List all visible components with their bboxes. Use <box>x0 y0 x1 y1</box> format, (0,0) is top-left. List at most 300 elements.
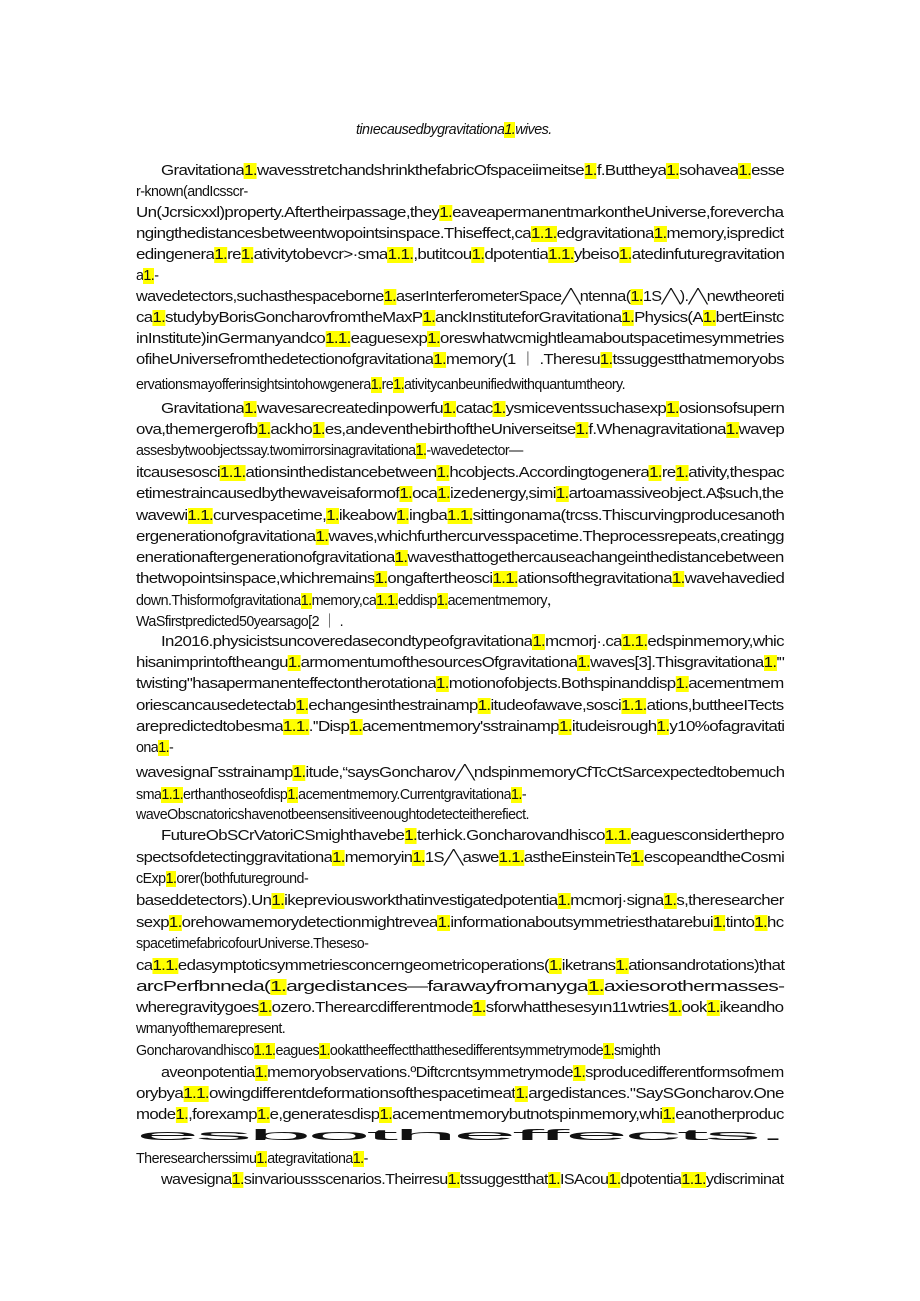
highlighted-text: 1. <box>396 508 410 524</box>
highlighted-text: 1. <box>393 377 405 393</box>
text-run: orybya <box>136 1086 184 1102</box>
highlighted-text: 1. <box>662 1107 676 1123</box>
highlighted-text: 1.1. <box>187 508 213 524</box>
text-run: ybeiso <box>573 247 619 263</box>
text-line <box>136 182 248 203</box>
text-run: escopeandtheCosmi <box>643 850 785 866</box>
text-run: ongaftertheosci <box>387 571 493 587</box>
highlighted-text: 1. <box>436 593 448 609</box>
highlighted-text: 1. <box>379 1107 393 1123</box>
text-run: - <box>154 268 159 284</box>
highlighted-text: 1. <box>587 979 604 995</box>
text-run: ikeabow <box>338 508 397 524</box>
highlighted-text: 1.1. <box>548 247 574 263</box>
highlighted-text: 1. <box>631 850 644 866</box>
highlighted-text: 1. <box>326 508 339 524</box>
highlighted-text: 1.1. <box>531 226 557 242</box>
text-run: aveonpotentia <box>161 1065 255 1081</box>
highlighted-text: 1. <box>312 422 325 438</box>
text-line <box>136 1019 285 1040</box>
text-run: ookattheeffectthatthesedifferentsymmetrymode <box>329 1043 604 1059</box>
highlighted-text: 1. <box>422 310 436 326</box>
text-run: ationsofthegravitationa <box>517 571 672 587</box>
text-run: y10%ofagravitati <box>669 719 785 735</box>
text-run: mcmorj·signa <box>570 893 664 909</box>
text-run: - <box>521 787 527 803</box>
text-run: oreswhatwcmightleamaboutspacetimesymmetries <box>440 331 784 347</box>
text-run: ova,themergerofb <box>136 422 258 438</box>
text-run: wavesstretchandshrinkthefabricOfspaceiimeitse <box>256 163 585 179</box>
text-run: - <box>169 740 174 756</box>
highlighted-text: 1.1. <box>621 634 648 650</box>
text-run: bertEinstc <box>715 310 784 326</box>
highlighted-text: 1. <box>584 163 597 179</box>
text-line <box>136 569 784 590</box>
highlighted-text: 1. <box>168 915 182 931</box>
highlighted-text: 1. <box>608 1172 621 1188</box>
highlighted-text: 1. <box>555 486 569 502</box>
text-run: itcausesosci <box>136 465 220 481</box>
text-run: argedistances—farawayfromanyga <box>286 979 588 995</box>
highlighted-text: 1. <box>427 331 441 347</box>
highlighted-text: 1. <box>557 893 571 909</box>
highlighted-text: 1. <box>143 268 155 284</box>
text-run: ysmiceventssuchasexp <box>505 401 667 417</box>
text-run: WaSfirstpredicted50yearsago[2 ｜ . <box>136 614 343 630</box>
text-run: wavep <box>738 422 785 438</box>
text-run: down.Thisformofgravitationa <box>136 593 301 609</box>
highlighted-text: 1. <box>257 422 271 438</box>
text-run: waves,whichfurthercurvesspacetime.Theprocessrepeats,creatingg <box>328 529 784 545</box>
text-run: FutureObSCrVatoriCSmighthavebe <box>161 828 405 844</box>
text-run: wavesignaΓsstrainamp <box>136 765 293 781</box>
text-line <box>136 1149 368 1170</box>
text-line <box>161 826 784 847</box>
text-run: re <box>381 377 394 393</box>
text-run: artoamassiveobject.A$such,the <box>568 486 784 502</box>
text-run: eddisp <box>397 593 437 609</box>
text-run: acementmemory'sstrainamp <box>362 719 560 735</box>
text-run: ativitycanbeunifiedwithquantumtheory. <box>404 377 626 393</box>
highlighted-text: 1. <box>649 465 662 481</box>
highlighted-text: 1. <box>666 163 680 179</box>
text-run: ationsandrotations)that <box>628 958 785 974</box>
text-run: mcmorj·.ca <box>545 634 622 650</box>
text-line <box>136 527 784 548</box>
text-run: dpotentia <box>484 247 549 263</box>
text-line <box>136 913 784 934</box>
highlighted-text: 1. <box>374 571 388 587</box>
highlighted-text: 1.1. <box>447 508 473 524</box>
highlighted-text: 1. <box>515 1086 529 1102</box>
text-line <box>136 484 783 505</box>
text-line <box>161 399 784 420</box>
text-line <box>136 441 523 462</box>
text-run: ngingthedistancesbetweentwopointsinspace.Thiseffect,ca <box>136 226 532 242</box>
text-run: ativity,thespac <box>688 465 785 481</box>
highlighted-text: 1. <box>352 1151 364 1167</box>
text-run: ,butitcou <box>413 247 472 263</box>
text-run: wavehavedied <box>684 571 785 587</box>
highlighted-text: 1. <box>412 850 425 866</box>
text-line <box>136 329 784 350</box>
text-line <box>136 998 783 1019</box>
text-run: ozero.Therearcdifferentmode <box>271 1000 473 1016</box>
highlighted-text: 1. <box>763 655 777 671</box>
text-run: acementmemory， <box>447 593 561 609</box>
text-run: esse <box>751 163 785 179</box>
text-line <box>136 245 784 266</box>
highlighted-text: 1.1. <box>183 1086 209 1102</box>
highlighted-text: 1.1. <box>492 571 518 587</box>
text-run: twisting"hasapermanenteffectontherotationa <box>136 676 437 692</box>
text-run: baseddetectors).Un <box>136 893 272 909</box>
text-run: enerationaftergenerationofgravitationa <box>136 550 395 566</box>
highlighted-text: 1. <box>618 247 632 263</box>
text-run: iketrans <box>561 958 616 974</box>
text-run: ategravitationa <box>267 1151 353 1167</box>
text-run: memory(1 ｜ .Theresu <box>445 352 600 368</box>
text-run: itudeofawave,sosci <box>490 698 622 714</box>
text-run: ca <box>136 958 153 974</box>
text-line <box>136 308 784 329</box>
text-run: acementmemory.Currentgravitationa <box>298 787 511 803</box>
text-run: acementmemorybutnotspinmemory,whi <box>392 1107 663 1123</box>
highlighted-text: 1. <box>383 289 397 305</box>
text-run: ativitytobevcr>·sma <box>253 247 388 263</box>
text-run: Goncharovandhisco <box>136 1043 254 1059</box>
highlighted-text: 1. <box>615 958 629 974</box>
highlighted-text: 1. <box>577 655 591 671</box>
text-line <box>136 375 625 396</box>
highlighted-text: 1. <box>270 979 287 995</box>
highlighted-text: 1. <box>287 787 299 803</box>
highlighted-text: 1. <box>725 422 739 438</box>
text-run: itudeisrough <box>571 719 657 735</box>
highlighted-text: 1. <box>437 486 450 502</box>
highlighted-text: 1. <box>599 352 613 368</box>
text-run: wheregravitygoes <box>136 1000 259 1016</box>
text-run: itude,“saysGoncharov╱╲ndspinmemoryCfTcCtSarcexpectedtobemuch <box>305 765 785 781</box>
text-run: wavesthattogethercauseachangeinthedistancebetween <box>407 550 784 566</box>
text-run: arcPerfbnneda( <box>136 979 271 995</box>
text-run: tssuggestthatmemoryobs <box>612 352 784 368</box>
highlighted-text: 1. <box>532 634 546 650</box>
text-run: es,andeventhebirthoftheUniverseitse <box>324 422 576 438</box>
text-run: sexp <box>136 915 169 931</box>
text-run: ofiheUniversefromthedetectionofgravitationa <box>136 352 434 368</box>
text-line <box>136 1041 660 1062</box>
highlighted-text: 1. <box>319 1043 330 1059</box>
text-run: oriescancausedetectab <box>136 698 296 714</box>
text-run: edingenera <box>136 247 215 263</box>
highlighted-text: 1. <box>547 1172 561 1188</box>
text-run: thetwopointsinspace,whichremains <box>136 571 375 587</box>
text-run: spacetimefabricofourUniverse.Theseso- <box>136 936 369 952</box>
highlighted-text: 1. <box>559 719 572 735</box>
highlighted-text: 1. <box>295 698 309 714</box>
highlighted-text: 1. <box>152 310 166 326</box>
text-line <box>136 738 173 759</box>
highlighted-text: 1. <box>287 655 301 671</box>
highlighted-text: 1. <box>292 765 306 781</box>
text-run: sittingonama(trcss.Thiscurvingproducesanoth <box>472 508 785 524</box>
highlighted-text: 1. <box>471 247 485 263</box>
text-run: Physics(A <box>634 310 703 326</box>
text-line <box>161 1063 784 1084</box>
text-line <box>136 1105 784 1126</box>
text-run: -wavedetector— <box>426 443 523 459</box>
text-run: edgravitationa <box>556 226 654 242</box>
text-run: axiesorothermasses- <box>603 979 785 995</box>
text-run: wavesigna <box>161 1172 232 1188</box>
text-run: oca <box>412 486 438 502</box>
highlighted-text: 1. <box>165 871 177 887</box>
highlighted-text: 1. <box>175 1107 189 1123</box>
text-run: Theresearcherssimu <box>136 1151 257 1167</box>
highlighted-text: 1.1. <box>219 465 246 481</box>
highlighted-text: 1. <box>472 1000 486 1016</box>
text-run: 1S╱╲).╱╲newtheoreti <box>642 289 784 305</box>
text-run: cExp <box>136 871 166 887</box>
highlighted-text: 1.1. <box>161 787 184 803</box>
highlighted-text: 1.1. <box>283 719 309 735</box>
text-run: dpotentia <box>620 1172 682 1188</box>
text-run: ook <box>681 1000 707 1016</box>
highlighted-text: 1. <box>244 163 257 179</box>
text-run: In2016.physicistsuncoveredasecondtypeofgravitationa <box>161 634 533 650</box>
text-run: owingdifferentdeformationsofthespacetimeat <box>208 1086 516 1102</box>
text-run: hisanimprintoftheangu <box>136 655 288 671</box>
text-run: sohavea <box>679 163 739 179</box>
highlighted-text: 1. <box>370 377 382 393</box>
highlighted-text: 1. <box>436 676 449 692</box>
highlighted-text: 1. <box>656 719 670 735</box>
highlighted-text: 1. <box>332 850 345 866</box>
text-run: eanotherproduc <box>675 1107 784 1123</box>
text-run: terhick.Goncharovandhisco <box>416 828 605 844</box>
text-run: wives. <box>515 122 552 138</box>
text-run: spectsofdetectinggravitationa <box>136 850 333 866</box>
text-line <box>136 717 784 738</box>
highlighted-text: 1. <box>394 550 408 566</box>
highlighted-text: 1. <box>621 310 635 326</box>
highlighted-text: 1.1. <box>325 331 351 347</box>
highlighted-text: 1. <box>349 719 363 735</box>
highlighted-text: 1. <box>256 1107 270 1123</box>
text-run: a <box>136 268 144 284</box>
text-run: f.Buttheya <box>596 163 667 179</box>
highlighted-text: 1. <box>575 422 589 438</box>
text-line <box>136 956 784 977</box>
text-run: informationaboutsymmetriesthatarebui <box>450 915 714 931</box>
text-run: f.Whenagravitationa <box>588 422 726 438</box>
text-run: eaveapermanentmarkontheUniverse,forevercha <box>452 205 784 221</box>
highlighted-text: 1. <box>603 1043 615 1059</box>
text-run: memoryin <box>344 850 413 866</box>
text-run: ations,buttheeITects <box>646 698 784 714</box>
text-run: izedenergy,simi <box>449 486 556 502</box>
text-run: anckInstituteforGravitationa <box>435 310 622 326</box>
text-run: memory,ispredict <box>666 226 784 242</box>
highlighted-text: 1. <box>447 1172 460 1188</box>
text-line <box>136 805 529 826</box>
text-run: eagues <box>275 1043 320 1059</box>
text-line <box>136 266 158 287</box>
highlighted-text: 1. <box>668 1000 682 1016</box>
highlighted-text: 1. <box>315 529 329 545</box>
text-run: wmanyofthemarepresent. <box>136 1021 286 1037</box>
text-line <box>136 463 784 484</box>
text-line <box>136 977 784 998</box>
text-line <box>136 763 784 784</box>
text-run: assesbytwoobjectssay.twomirrorsinagravitationa <box>136 443 416 459</box>
text-run: catac <box>455 401 493 417</box>
highlighted-text: 1. <box>439 205 453 221</box>
highlighted-text: 1. <box>675 676 689 692</box>
text-line <box>136 548 784 569</box>
text-line <box>136 350 784 371</box>
text-run: tssuggestthat <box>459 1172 548 1188</box>
text-run: ona <box>136 740 159 756</box>
text-line <box>136 1084 784 1105</box>
text-run: tinıecausedbygravitationa <box>356 122 505 138</box>
text-run: edspinmemory,whic <box>647 634 784 650</box>
highlighted-text: 1. <box>754 915 768 931</box>
text-run: ationsinthedistancebetween <box>245 465 437 481</box>
text-line <box>136 203 783 224</box>
highlighted-text: 1.1. <box>681 1172 706 1188</box>
highlighted-text: 1. <box>492 401 506 417</box>
text-line <box>136 934 368 955</box>
text-line <box>136 785 526 806</box>
text-line <box>136 848 784 869</box>
highlighted-text: 1. <box>240 247 254 263</box>
text-run: ikepreviousworkthatinvestigatedpotentia <box>284 893 558 909</box>
text-line <box>136 891 784 912</box>
text-run: esbotheffects. <box>136 1128 785 1144</box>
highlighted-text: 1. <box>504 122 516 138</box>
text-run: '" <box>776 655 785 671</box>
text-run: e,generatesdisp <box>269 1107 380 1123</box>
highlighted-text: 1. <box>442 401 456 417</box>
text-run: erthanthoseofdisp <box>183 787 288 803</box>
text-run: acementmem <box>688 676 784 692</box>
highlighted-text: 1. <box>271 893 285 909</box>
text-run: sma <box>136 787 162 803</box>
text-run: Un(Jcrsicxxl)property.Aftertheirpassage,they <box>136 205 440 221</box>
text-line <box>136 1126 785 1147</box>
text-line <box>161 632 784 653</box>
text-run: hcobjects.Accordingtogenera <box>449 465 650 481</box>
highlighted-text: 1. <box>256 1151 268 1167</box>
highlighted-text: 1.1. <box>376 593 398 609</box>
text-run: curvespacetime, <box>212 508 327 524</box>
text-run: echangesinthestrainamp <box>308 698 478 714</box>
highlighted-text: 1. <box>436 465 450 481</box>
text-line <box>161 161 784 182</box>
highlighted-text: 1. <box>258 1000 272 1016</box>
highlighted-text: 1. <box>549 958 562 974</box>
text-run: re <box>661 465 676 481</box>
highlighted-text: 1. <box>702 310 716 326</box>
highlighted-text: 1.1. <box>498 850 524 866</box>
text-run: osionsofsupern <box>678 401 785 417</box>
text-run: mode <box>136 1107 176 1123</box>
text-run: edasymptoticsymmetriesconcerngeometricoperations( <box>177 958 550 974</box>
text-run: atedinfuturegravitation <box>631 247 785 263</box>
text-run: ervationsmayofferinsightsintohowgenera <box>136 377 371 393</box>
text-run: memory,ca <box>311 593 377 609</box>
document-heading <box>356 120 552 141</box>
highlighted-text: 1. <box>738 163 752 179</box>
highlighted-text: 1.1. <box>152 958 178 974</box>
text-run: .''Disp <box>308 719 350 735</box>
text-run: waves[3].Thisgravitationa <box>590 655 764 671</box>
highlighted-text: 1. <box>433 352 446 368</box>
highlighted-text: 1. <box>244 401 257 417</box>
text-run: r-known(andIcsscr- <box>136 184 248 200</box>
text-line <box>136 287 784 308</box>
text-line <box>136 674 784 695</box>
highlighted-text: 1. <box>511 787 522 803</box>
text-run: Gravitationa <box>161 401 245 417</box>
text-run: astheEinsteinTe <box>523 850 632 866</box>
text-run: motionofobjects.Bothspinanddisp <box>448 676 676 692</box>
text-line <box>136 506 784 527</box>
text-line <box>161 1170 784 1191</box>
text-run: ergenerationofgravitationa <box>136 529 316 545</box>
highlighted-text: 1. <box>437 915 451 931</box>
text-line <box>136 591 561 612</box>
highlighted-text: 1. <box>713 915 726 931</box>
highlighted-text: 1. <box>254 1065 268 1081</box>
highlighted-text: 1. <box>653 226 667 242</box>
highlighted-text: 1.1. <box>604 828 631 844</box>
text-run: sproducedifferentformsofmem <box>585 1065 784 1081</box>
highlighted-text: 1. <box>404 828 417 844</box>
text-run: sinvarioussscenarios.Theirresu <box>243 1172 448 1188</box>
text-line <box>136 420 784 441</box>
text-run: Gravitationa <box>161 163 245 179</box>
highlighted-text: 1.1. <box>253 1043 276 1059</box>
text-run: ikeandho <box>719 1000 784 1016</box>
text-line <box>136 653 784 674</box>
text-run: re <box>227 247 241 263</box>
highlighted-text: 1. <box>572 1065 586 1081</box>
text-run: eaguesconsiderthepro <box>630 828 784 844</box>
text-run: - <box>363 1151 368 1167</box>
text-run: arepredictedtobesma <box>136 719 284 735</box>
text-run: s,theresearcher <box>676 893 784 909</box>
text-run: studybyBorisGoncharovfromtheMaxP <box>165 310 423 326</box>
text-run: ingba <box>409 508 448 524</box>
highlighted-text: 1.1. <box>621 698 647 714</box>
text-run: smighth <box>614 1043 661 1059</box>
highlighted-text: 1. <box>477 698 491 714</box>
text-run: ca <box>136 310 153 326</box>
text-run: inInstitute)inGermanyandco <box>136 331 326 347</box>
highlighted-text: 1. <box>663 893 677 909</box>
text-run: hc <box>767 915 784 931</box>
highlighted-text: 1. <box>671 571 685 587</box>
highlighted-text: 1. <box>399 486 413 502</box>
text-run: orer(bothfutureground- <box>176 871 309 887</box>
highlighted-text: 1. <box>666 401 679 417</box>
text-run: argedistances."SaySGoncharov.One <box>528 1086 784 1102</box>
text-run: orehowamemorydetectionmightrevea <box>181 915 438 931</box>
text-run: etimestraincausedbythewaveisaformof <box>136 486 400 502</box>
